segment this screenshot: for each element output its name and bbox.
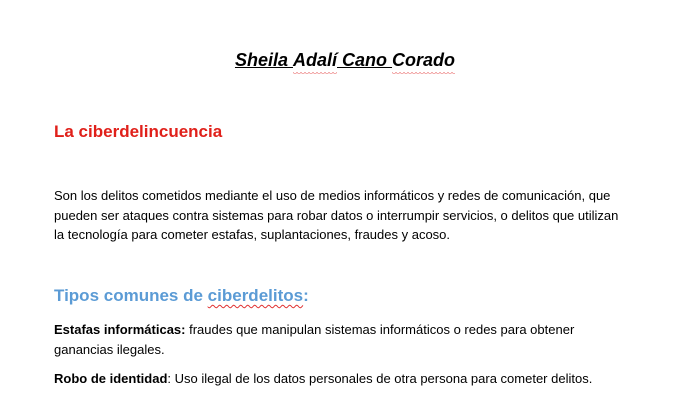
heading-2-part: Tipos comunes de <box>54 286 208 305</box>
item-line: ganancias ilegales. <box>54 341 165 357</box>
list-item-estafas <box>54 320 574 359</box>
paragraph-line: pueden ser ataques contra sistemas para robar datos o interrumpir servicios, o delitos que utilizan <box>54 207 619 223</box>
heading-tipos-comunes <box>54 285 309 307</box>
title-part-surname-2-text: Corado <box>392 50 456 70</box>
title-part-middle-name <box>293 48 337 72</box>
title-part-middle-name-text: Adalí <box>293 50 338 70</box>
list-item-robo-identidad <box>54 369 592 389</box>
definition-paragraph <box>54 186 654 245</box>
heading-2-part-misspelled: ciberdelitos <box>207 286 304 305</box>
item-text: fraudes que manipulan sistemas informáticos o redes para obtener <box>185 322 575 337</box>
heading-2-part: : <box>303 286 309 305</box>
item-label: Estafas informáticas: <box>54 322 186 337</box>
paragraph-line: Son los delitos cometidos mediante el uso de medios informáticos y redes de comunicación, que <box>54 188 611 203</box>
document-title <box>0 48 690 72</box>
title-part-first-name: Sheila <box>234 50 293 70</box>
item-label: Robo de identidad <box>54 371 168 386</box>
title-part-surname-2 <box>392 48 455 72</box>
item-text: : Uso ilegal de los datos personales de otra persona para cometer delitos. <box>167 371 593 386</box>
paragraph-line: la tecnología para cometer estafas, suplantaciones, fraudes y acoso. <box>54 227 451 242</box>
heading-ciberdelincuencia: La ciberdelincuencia <box>54 122 223 141</box>
item-line <box>54 320 574 340</box>
title-part-surname-1: Cano <box>337 50 393 70</box>
